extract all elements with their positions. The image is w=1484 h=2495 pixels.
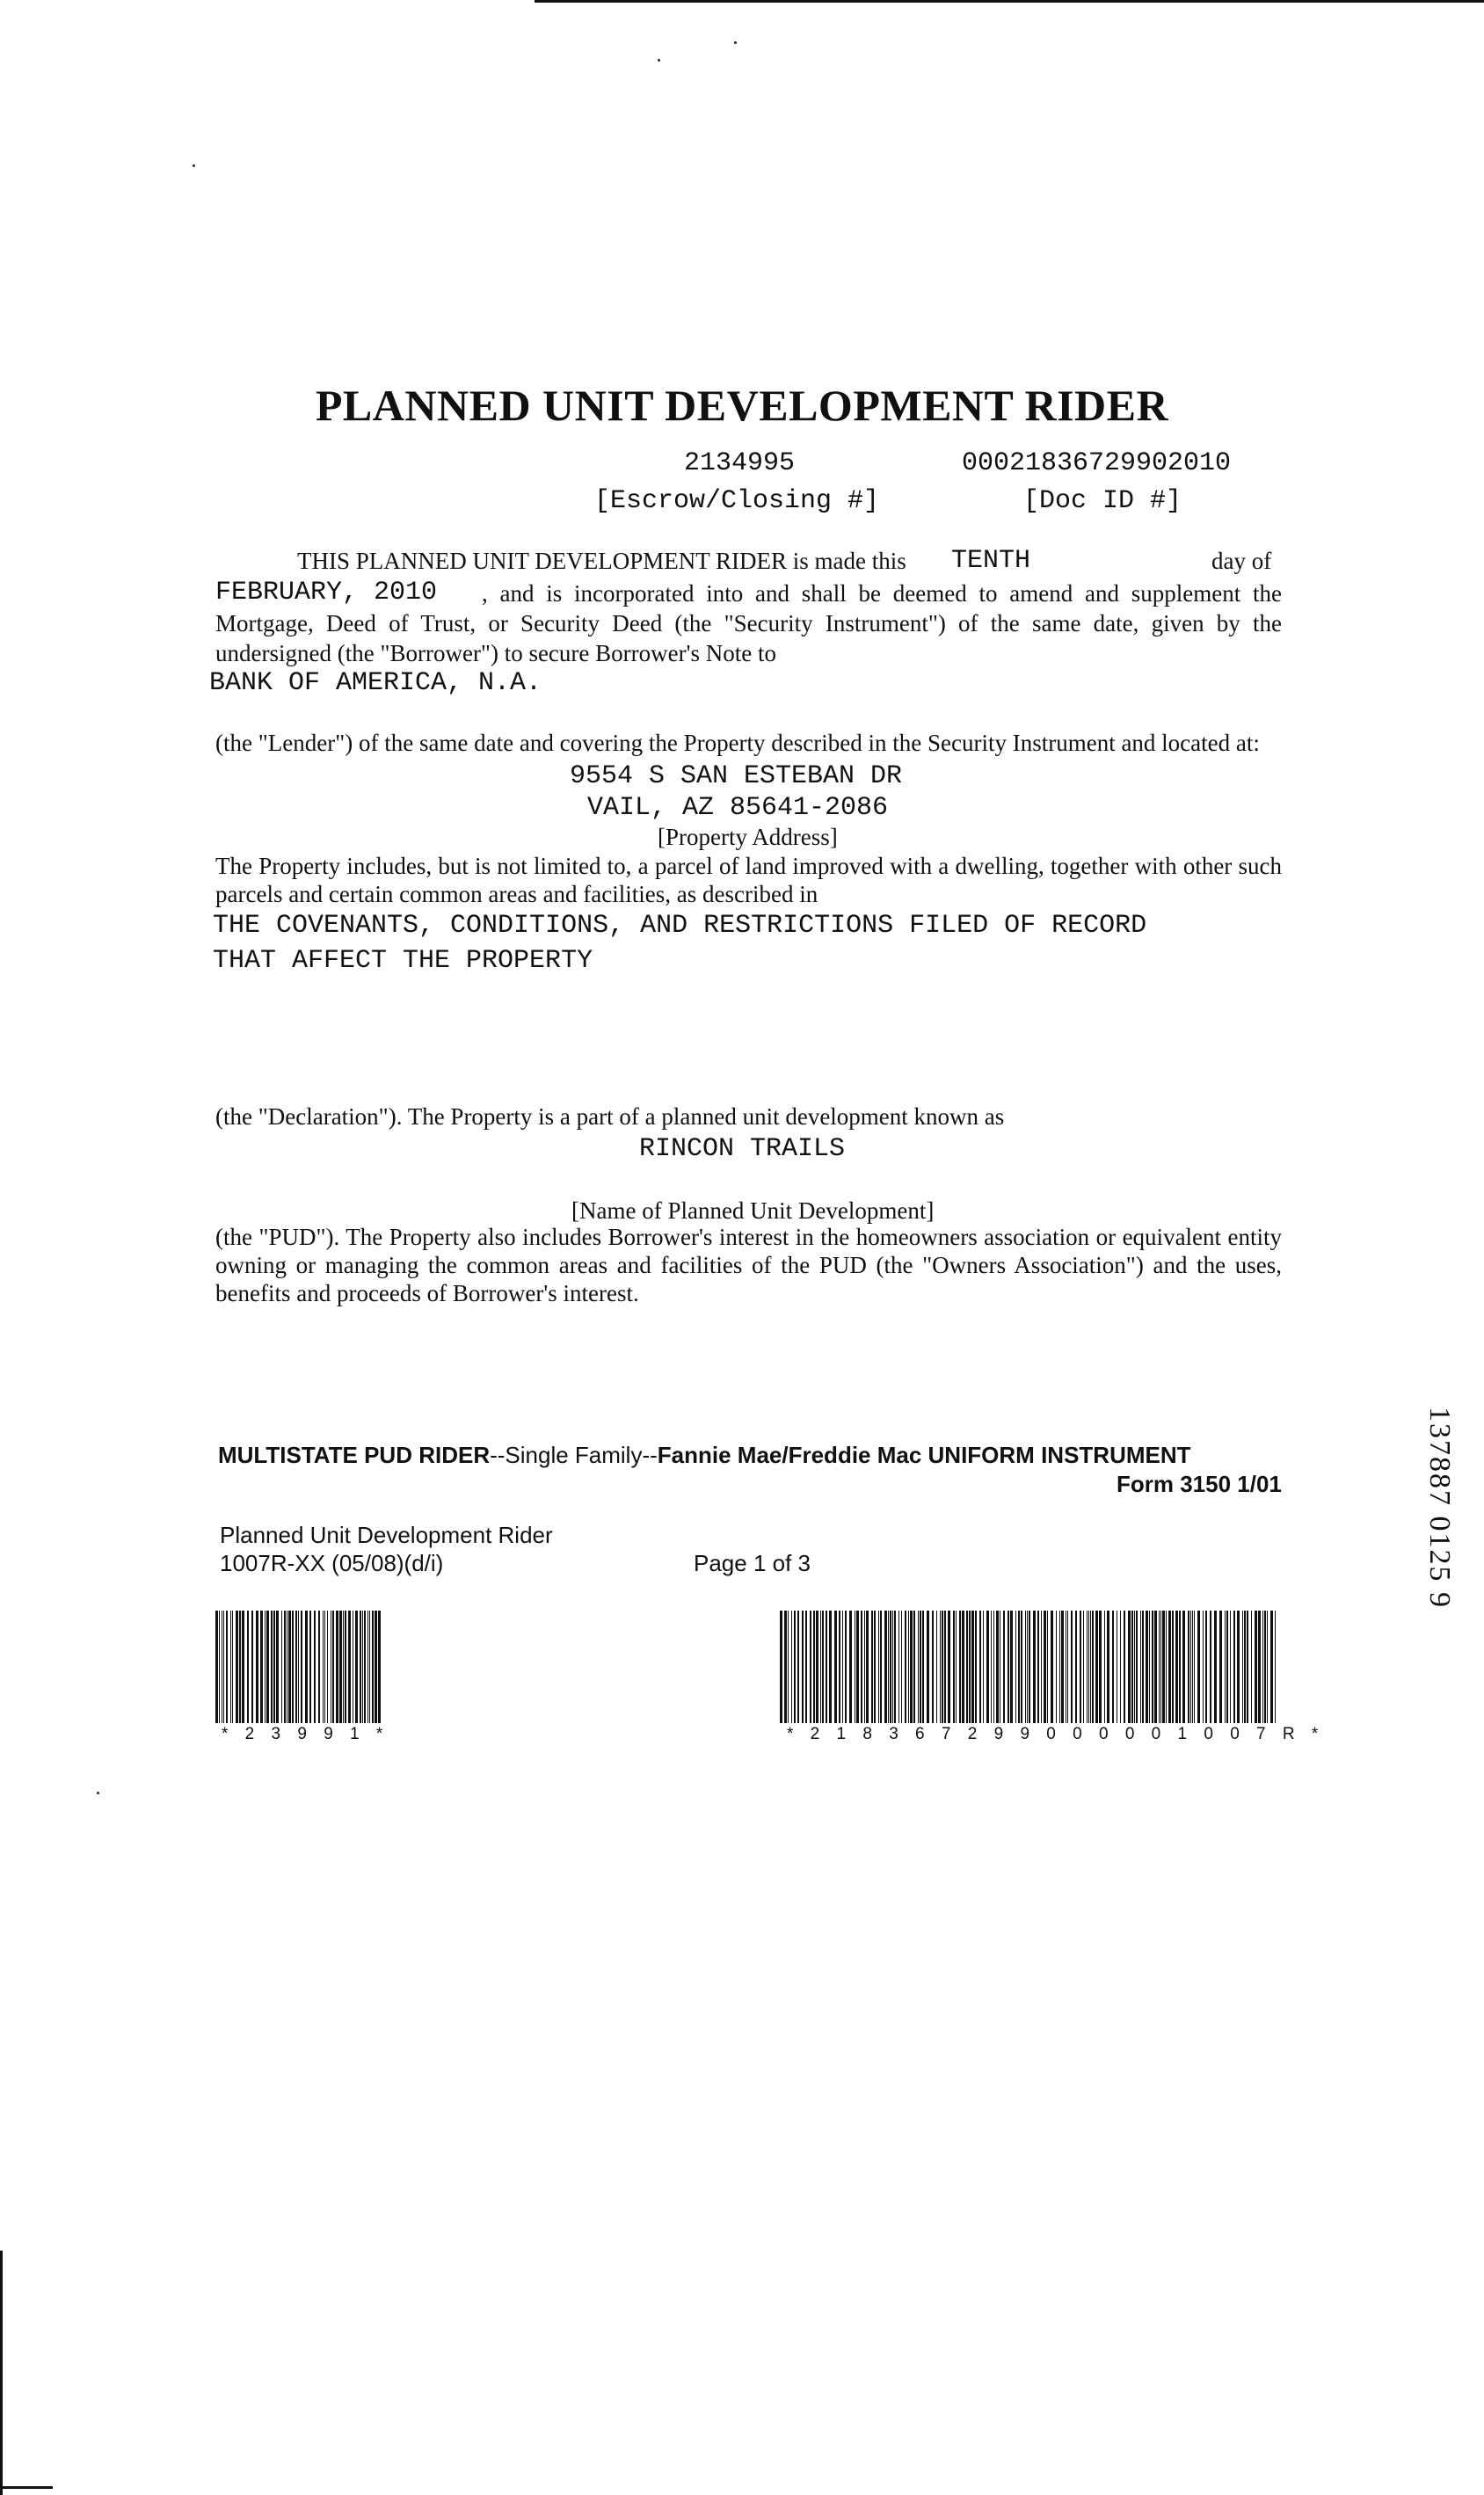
barcode-bar [959,1611,961,1723]
barcode-bar [1080,1611,1081,1723]
barcode-bar [1188,1611,1189,1723]
barcode-bar [1087,1611,1088,1723]
barcode-bar [266,1611,269,1723]
barcode-bar [372,1611,374,1723]
barcode-bar [1083,1611,1084,1723]
barcode-bar [1146,1611,1148,1723]
barcode-bar [826,1611,827,1723]
barcode-bar [810,1611,811,1723]
side-recording-stamp: 137887 0125 9 [1423,1407,1456,1609]
barcode-bar [323,1611,324,1723]
barcode-bar [318,1611,320,1723]
declaration-text-line1: THE COVENANTS, CONDITIONS, AND RESTRICTIONS FILED OF RECORD [213,911,1147,941]
barcode-bar [1142,1611,1144,1723]
barcode-bar [1219,1611,1222,1723]
barcode-bar [251,1611,253,1723]
barcode-bar [986,1611,989,1723]
pud-name-label: [Name of Planned Unit Development] [571,1197,935,1224]
footer-doc-code: 1007R-XX (05/08)(d/i) [220,1550,444,1576]
barcode-bar [1037,1611,1039,1723]
barcode-left-caption: * 2 3 9 9 1 * [222,1725,389,1743]
escrow-number: 2134995 [684,448,796,478]
barcode-bar [822,1611,824,1723]
barcode-bar [936,1611,937,1723]
barcode-bar [944,1611,946,1723]
barcode-bar [845,1611,847,1723]
pud-paragraph-line2: owning or managing the common areas and facilities of the PUD (the "Owners Association") and the uses, [215,1252,1282,1278]
barcode-bar [1008,1611,1009,1723]
barcode-bar [983,1611,984,1723]
barcode-bar [788,1611,789,1723]
barcode-bar [871,1611,873,1723]
barcode-bar [892,1611,893,1723]
barcode-bar [918,1611,919,1723]
barcode-bar [784,1611,787,1723]
barcode-bar [813,1611,815,1723]
barcode-bar [1262,1611,1263,1723]
barcode-bar [894,1611,896,1723]
barcode-bar [232,1611,233,1723]
property-includes-line1: The Property includes, but is not limited to, a parcel of land improved with a dwelling, together with other such [215,853,1282,879]
barcode-bar [1190,1611,1191,1723]
property-includes-line2: parcels and certain common areas and facilities, as described in [215,881,818,907]
intro-line2-rest: , and is incorporated into and shall be deemed to amend and supplement the [482,580,1282,607]
barcode-bar [1071,1611,1073,1723]
barcode-bar [362,1611,363,1723]
barcode-bar [1018,1611,1020,1723]
barcode-bar [1230,1611,1231,1723]
barcode-bar [1242,1611,1243,1723]
barcode-bar [979,1611,981,1723]
barcode-bar [780,1611,782,1723]
barcode-bar [305,1611,308,1723]
barcode-bar [1021,1611,1022,1723]
declaration-text-line2: THAT AFFECT THE PROPERTY [213,946,593,976]
barcode-bar [910,1611,913,1723]
barcode-bar [336,1611,338,1723]
barcode-bar [1140,1611,1141,1723]
intro-day-of: day of [1211,548,1272,574]
barcode-bar [1168,1611,1171,1723]
barcode-left [215,1611,382,1723]
barcode-bar [1044,1611,1046,1723]
barcode-right-caption: * 2 1 8 3 6 7 2 9 9 0 0 0 0 0 1 0 0 7 R * [787,1725,1325,1743]
barcode-bar [874,1611,876,1723]
barcode-bar [905,1611,906,1723]
barcode-bar [1251,1611,1252,1723]
barcode-bar [301,1611,302,1723]
intro-day-value: TENTH [951,546,1031,576]
doc-id-label: [Doc ID #] [1023,486,1182,516]
barcode-bar [948,1611,950,1723]
barcode-bar [791,1611,792,1723]
barcode-bar [966,1611,968,1723]
barcode-bar [940,1611,941,1723]
barcode-bar [884,1611,887,1723]
barcode-bar [1205,1611,1207,1723]
barcode-bar [1095,1611,1098,1723]
barcode-bar [1056,1611,1057,1723]
barcode-bar [1067,1611,1068,1723]
barcode-bar [327,1611,328,1723]
barcode-bar [1166,1611,1167,1723]
barcode-bar [1154,1611,1157,1723]
barcode-bar [230,1611,231,1723]
barcode-bar [1225,1611,1226,1723]
barcode-bar [1233,1611,1235,1723]
barcode-bar [1247,1611,1248,1723]
barcode-bar [1033,1611,1036,1723]
property-address-line1: 9554 S SAN ESTEBAN DR [570,761,903,791]
footer-part2: --Single Family-- [490,1442,658,1468]
barcode-bar [1179,1611,1181,1723]
barcode-bar [1092,1611,1094,1723]
barcode-bar [1258,1611,1261,1723]
barcode-bar [288,1611,291,1723]
barcode-bar [1270,1611,1273,1723]
barcode-bar [219,1611,220,1723]
scan-speck [193,164,195,167]
footer-part3: Fannie Mae/Freddie Mac UNIFORM INSTRUMENT [657,1442,1191,1468]
scan-speck [734,41,737,44]
barcode-bar [1197,1611,1200,1723]
property-address-label: [Property Address] [658,824,838,850]
pud-paragraph-line3: benefits and proceeds of Borrower's interest. [215,1280,639,1306]
barcode-bar [378,1611,381,1723]
barcode-bar [1090,1611,1091,1723]
barcode-bar [1152,1611,1153,1723]
barcode-bar [260,1611,263,1723]
barcode-bar [1255,1611,1257,1723]
barcode-bar [898,1611,899,1723]
barcode-bar [1203,1611,1204,1723]
barcode-bar [942,1611,943,1723]
barcode-bar [1214,1611,1217,1723]
barcode-bar [1088,1611,1089,1723]
scan-edge-line-bottom [0,2486,53,2489]
barcode-bar [281,1611,282,1723]
barcode-bar [273,1611,275,1723]
barcode-bar [1172,1611,1174,1723]
escrow-label: [Escrow/Closing #] [594,486,880,516]
barcode-bar [880,1611,882,1723]
barcode-bar [1027,1611,1028,1723]
barcode-bar [829,1611,832,1723]
intro-line4: undersigned (the "Borrower") to secure Borrower's Note to [215,640,776,666]
barcode-bar [794,1611,796,1723]
barcode-bar [247,1611,249,1723]
barcode-bar [364,1611,366,1723]
barcode-bar [996,1611,999,1723]
barcode-bar [861,1611,862,1723]
barcode-bar [1075,1611,1077,1723]
scan-speck [97,1792,99,1794]
barcode-bar [993,1611,994,1723]
barcode-bar [295,1611,297,1723]
barcode-bar [1104,1611,1105,1723]
barcode-bar [1134,1611,1135,1723]
barcode-bar [849,1611,852,1723]
barcode-bar [1244,1611,1246,1723]
barcode-bar [292,1611,294,1723]
barcode-bar [1059,1611,1060,1723]
barcode-bar [1159,1611,1160,1723]
barcode-bar [324,1611,325,1723]
barcode-bar [969,1611,971,1723]
barcode-bar [816,1611,818,1723]
barcode-bar [1041,1611,1042,1723]
barcode-bar [271,1611,273,1723]
barcode-bar [343,1611,344,1723]
document-title: PLANNED UNIT DEVELOPMENT RIDER [315,381,1169,430]
barcode-bar [332,1611,334,1723]
barcode-bar [1099,1611,1102,1723]
property-address-line2: VAIL, AZ 85641-2086 [587,793,889,823]
barcode-bar [927,1611,929,1723]
barcode-bar [1192,1611,1193,1723]
barcode-bar [360,1611,361,1723]
intro-month-year: FEBRUARY, 2010 [215,578,438,607]
barcode-bar [1264,1611,1266,1723]
barcode-bar [355,1611,358,1723]
barcode-bar [1162,1611,1165,1723]
barcode-bar [842,1611,843,1723]
barcode-bar [901,1611,902,1723]
barcode-bar [256,1611,258,1723]
barcode-bar [1061,1611,1064,1723]
barcode-bar [1267,1611,1268,1723]
barcode-bar [1194,1611,1195,1723]
barcode-bar [962,1611,964,1723]
barcode-bar [298,1611,299,1723]
barcode-bar [1107,1611,1109,1723]
barcode-bar [820,1611,821,1723]
barcode-bar [223,1611,224,1723]
barcode-bar [1275,1611,1276,1723]
barcode-bar [1029,1611,1030,1723]
doc-id-number: 00021836729902010 [962,448,1232,478]
barcode-bar [1182,1611,1185,1723]
barcode-bar [1010,1611,1013,1723]
barcode-bar [953,1611,955,1723]
footer-page-number: Page 1 of 3 [694,1550,811,1576]
barcode-right [780,1611,1277,1723]
barcode-bar [1025,1611,1026,1723]
intro-line3: Mortgage, Deed of Trust, or Security Deed (the "Security Instrument") of the same date, given by the [215,610,1282,636]
barcode-bar [367,1611,368,1723]
footer-part1: MULTISTATE PUD RIDER [218,1442,491,1468]
barcode-bar [1136,1611,1138,1723]
barcode-bar [1226,1611,1228,1723]
barcode-bar [802,1611,804,1723]
barcode-bar [236,1611,238,1723]
scan-edge-line-top [535,0,1484,3]
barcode-bar [375,1611,377,1723]
barcode-bar [922,1611,924,1723]
barcode-bar [1047,1611,1048,1723]
barcode-bar [1128,1611,1131,1723]
barcode-bar [215,1611,218,1723]
barcode-bar [1124,1611,1125,1723]
barcode-bar [1160,1611,1161,1723]
barcode-bar [956,1611,957,1723]
barcode-bar [991,1611,992,1723]
barcode-bar [309,1611,311,1723]
barcode-bar [932,1611,934,1723]
intro-lead: THIS PLANNED UNIT DEVELOPMENT RIDER is made this [297,548,906,574]
barcode-bar [1237,1611,1240,1723]
barcode-bar [369,1611,370,1723]
barcode-bar [265,1611,266,1723]
barcode-bar [864,1611,865,1723]
barcode-bar [345,1611,346,1723]
barcode-bar [878,1611,879,1723]
barcode-bar [805,1611,807,1723]
barcode-bar [314,1611,316,1723]
barcode-bar [1131,1611,1133,1723]
barcode-bar [1112,1611,1114,1723]
barcode-bar [339,1611,342,1723]
barcode-bar [908,1611,909,1723]
barcode-bar [797,1611,799,1723]
declaration-line: (the "Declaration"). The Property is a part of a planned unit development known as [215,1103,1005,1130]
barcode-bar [1003,1611,1005,1723]
scan-speck [658,59,660,62]
pud-paragraph-line1: (the "PUD"). The Property also includes Borrower's interest in the homeowners association or equivalent entity [215,1224,1282,1250]
lender-line: (the "Lender") of the same date and covering the Property described in the Security Instrument and located at: [215,730,1260,756]
barcode-bar [971,1611,974,1723]
pud-name: RINCON TRAILS [639,1134,846,1164]
lender-name: BANK OF AMERICA, N.A. [209,668,542,698]
barcode-bar [834,1611,837,1723]
footer-doc-name: Planned Unit Development Rider [220,1522,553,1548]
barcode-bar [975,1611,977,1723]
barcode-bar [348,1611,351,1723]
barcode-bar [1051,1611,1053,1723]
barcode-bar [866,1611,869,1723]
barcode-bar [920,1611,921,1723]
barcode-bar [1149,1611,1150,1723]
scan-edge-line-left [0,2251,3,2495]
barcode-bar [239,1611,241,1723]
barcode-bar [1015,1611,1016,1723]
barcode-bar [284,1611,286,1723]
footer-form-number: Form 3150 1/01 [1117,1471,1282,1497]
footer-instrument-title [218,1442,1191,1469]
barcode-bar [890,1611,891,1723]
barcode-bar [1120,1611,1121,1723]
barcode-bar [839,1611,840,1723]
barcode-bar [913,1611,915,1723]
barcode-bar [276,1611,279,1723]
barcode-bar [1175,1611,1178,1723]
barcode-bar [888,1611,889,1723]
barcode-bar [226,1611,228,1723]
barcode-bar [856,1611,859,1723]
barcode-bar [1210,1611,1211,1723]
barcode-bar [242,1611,244,1723]
